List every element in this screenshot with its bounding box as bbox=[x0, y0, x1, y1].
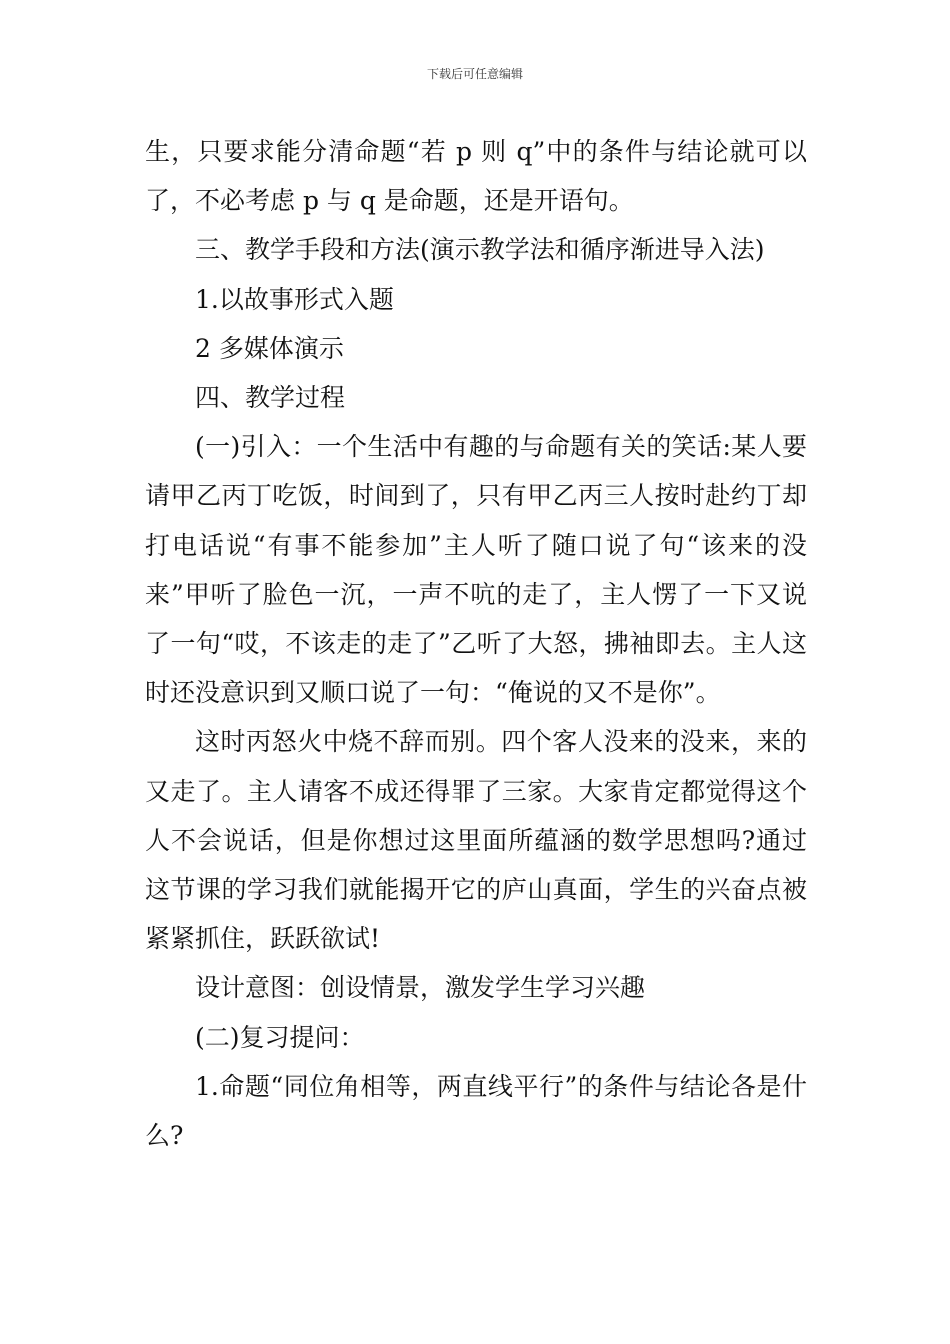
list-item-multimedia: 2 多媒体演示 bbox=[195, 333, 344, 363]
list-item-story-intro: 1.以故事形式入题 bbox=[195, 284, 394, 314]
subheading-review-questions: (二)复习提问： bbox=[195, 1022, 365, 1052]
paragraph-continuation: 生，只要求能分清命题“若 p 则 q”中的条件与结论就可以了，不必考虑 p 与 q 是命题，还是开语句。 bbox=[145, 137, 807, 216]
paragraph-joke-conclusion: 这时丙怒火中烧不辞而别。四个客人没来的没来，来的又走了。主人请客不成还得罪了三家。大家肯定都觉得这个人不会说话，但是你想过这里面所蕴涵的数学思想吗?通过这节课的学习我们就能揭开它的庐山真面，学生的兴奋点被紧紧抓住，跃跃欲试! bbox=[145, 727, 807, 954]
document-body bbox=[145, 127, 807, 1160]
list-item-question-1: 1.命题“同位角相等，两直线平行”的条件与结论各是什么? bbox=[145, 1071, 807, 1151]
paragraph-design-intent: 设计意图：创设情景，激发学生学习兴趣 bbox=[195, 973, 646, 1003]
paragraph-introduction-joke: (一)引入：一个生活中有趣的与命题有关的笑话:某人要请甲乙丙丁吃饭，时间到了，只有甲乙丙三人按时赴约丁却打电话说“有事不能参加”主人听了随口说了句“该来的没来”甲听了脸色一沉，一声不吭的走了，主人愣了一下又说了一句“哎，不该走的走了”乙听了大怒，拂袖即去。主人这时还没意识到又顺口说了一句：“俺说的又不是你”。 bbox=[145, 432, 807, 708]
page-header: 下载后可任意编辑 bbox=[426, 67, 523, 81]
section-heading-teaching-methods: 三、教学手段和方法(演示教学法和循序渐进导入法) bbox=[195, 235, 765, 265]
section-heading-teaching-process: 四、教学过程 bbox=[195, 383, 346, 413]
